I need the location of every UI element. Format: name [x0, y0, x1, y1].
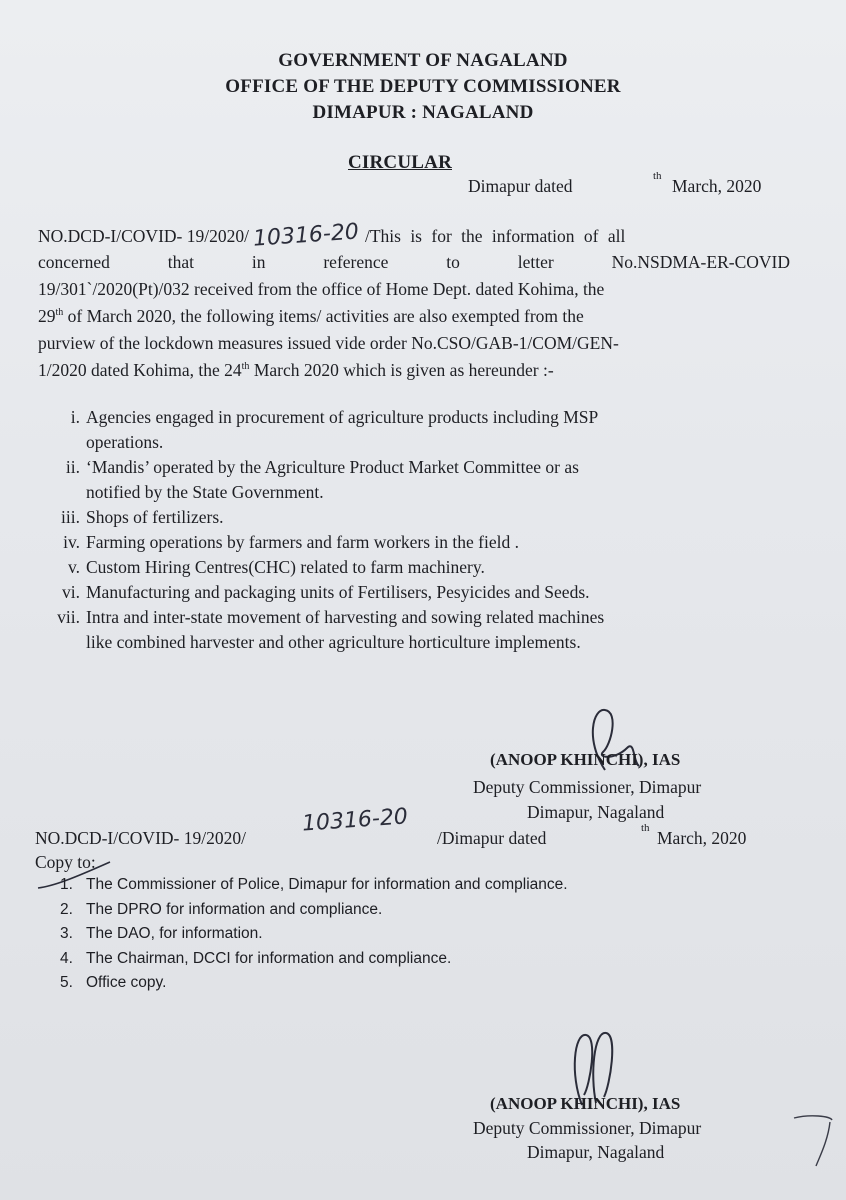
item-text-cont: notified by the State Government. [86, 482, 324, 502]
copy-number: 3. [60, 925, 73, 942]
signatory-place-1: Dimapur, Nagaland [527, 802, 665, 822]
list-item [30, 455, 800, 505]
signatory-place-2: Dimapur, Nagaland [527, 1142, 665, 1162]
list-item [60, 898, 568, 923]
item-number: v. [68, 557, 80, 577]
item-number: ii. [65, 457, 80, 477]
copy-text: Office copy. [86, 974, 167, 991]
signatory-name-1: (ANOOP KHINCHI), IAS [490, 750, 681, 769]
paragraph-day-sup: th [55, 307, 64, 319]
copy-dated-label: /Dimapur dated [437, 828, 547, 848]
paragraph-line-6 [38, 357, 790, 384]
copy-recipients-list [60, 873, 568, 996]
item-text: Agencies engaged in procurement of agriculture products including MSP [86, 407, 599, 427]
copy-dated-th: th [641, 822, 650, 834]
copy-number: 4. [60, 949, 73, 967]
item-number: vi. [62, 582, 80, 602]
copy-number: 1. [60, 876, 73, 893]
circular-dated-th: th [653, 170, 662, 182]
paragraph-line-6-a: 1/2020 dated Kohima, the 24 [38, 360, 242, 380]
paragraph-line-2: concerned that in reference to letter No.NSDMA-ER-COVID [38, 252, 790, 272]
stray-pen-mark [790, 1110, 840, 1170]
copy-number: 5. [60, 974, 73, 991]
copy-text: The DPRO for information and compliance. [86, 900, 383, 918]
header-government: GOVERNMENT OF NAGALAND [278, 50, 568, 71]
copy-text: The Chairman, DCCI for information and compliance. [86, 949, 452, 967]
item-text: Custom Hiring Centres(CHC) related to farm machinery. [86, 557, 485, 577]
copy-reference-number: NO.DCD-I/COVID- 19/2020/ [35, 828, 246, 848]
item-text-cont: operations. [86, 432, 164, 452]
paragraph-line-4-text: of March 2020, the following items/ activities are also exempted from the [67, 306, 584, 326]
copy-to-label: Copy to: [35, 852, 96, 872]
item-text: Farming operations by farmers and farm workers in the field . [86, 532, 519, 552]
item-number: i. [70, 407, 80, 427]
list-item [60, 947, 568, 972]
list-item [30, 580, 800, 605]
item-text: Shops of fertilizers. [86, 507, 224, 527]
paragraph-line-6-b: March 2020 which is given as hereunder :- [253, 360, 554, 380]
header-office: OFFICE OF THE DEPUTY COMMISSIONER [225, 76, 621, 97]
list-item [60, 873, 568, 898]
copy-number: 2. [60, 900, 73, 918]
signatory-name-2: (ANOOP KHINCHI), IAS [490, 1094, 681, 1113]
list-item [30, 505, 800, 530]
list-item [30, 555, 800, 580]
list-item [60, 971, 568, 996]
circular-dated-month: March, 2020 [672, 176, 762, 196]
item-text: Intra and inter-state movement of harvesting and sowing related machines [86, 607, 605, 627]
paragraph-line-6-sup: th [241, 361, 250, 373]
item-text-cont: like combined harvester and other agriculture horticulture implements. [86, 632, 581, 652]
paragraph-day: 29 [38, 306, 56, 326]
copy-text: The Commissioner of Police, Dimapur for information and compliance. [86, 876, 568, 893]
paragraph-line-3: 19/301`/2020(Pt)/032 received from the office of Home Dept. dated Kohima, the [38, 279, 605, 299]
item-number: iii. [61, 507, 80, 527]
item-text: ‘Mandis’ operated by the Agriculture Product Market Committee or as [86, 457, 579, 477]
list-item [30, 530, 800, 555]
exempted-items-list [30, 405, 800, 655]
paragraph-line-4 [38, 303, 790, 330]
list-item [30, 605, 800, 655]
list-item [30, 405, 800, 455]
paragraph-line-1-text: /This is for the information of all [364, 226, 626, 246]
signatory-title-1: Deputy Commissioner, Dimapur [473, 777, 702, 797]
item-text: Manufacturing and packaging units of Fertilisers, Pesyicides and Seeds. [86, 582, 590, 602]
circular-reference-number: NO.DCD-I/COVID- 19/2020/ [38, 226, 249, 246]
item-number: iv. [63, 532, 80, 552]
paragraph-line-1 [38, 219, 790, 252]
circular-dated-label: Dimapur dated [468, 176, 573, 196]
item-number: vii. [57, 607, 80, 627]
handwritten-reference: 10316-20 [252, 219, 360, 252]
copy-dated-month: March, 2020 [657, 828, 747, 848]
signatory-title-2: Deputy Commissioner, Dimapur [473, 1118, 702, 1138]
header-location: DIMAPUR : NAGALAND [312, 102, 534, 123]
copy-handwritten-reference: 10316-20 [301, 804, 409, 837]
circular-title: CIRCULAR [348, 152, 452, 173]
list-item [60, 922, 568, 947]
copy-text: The DAO, for information. [86, 925, 263, 942]
paragraph-line-5: purview of the lockdown measures issued vide order No.CSO/GAB-1/COM/GEN- [38, 333, 619, 353]
circular-paragraph [38, 219, 790, 384]
